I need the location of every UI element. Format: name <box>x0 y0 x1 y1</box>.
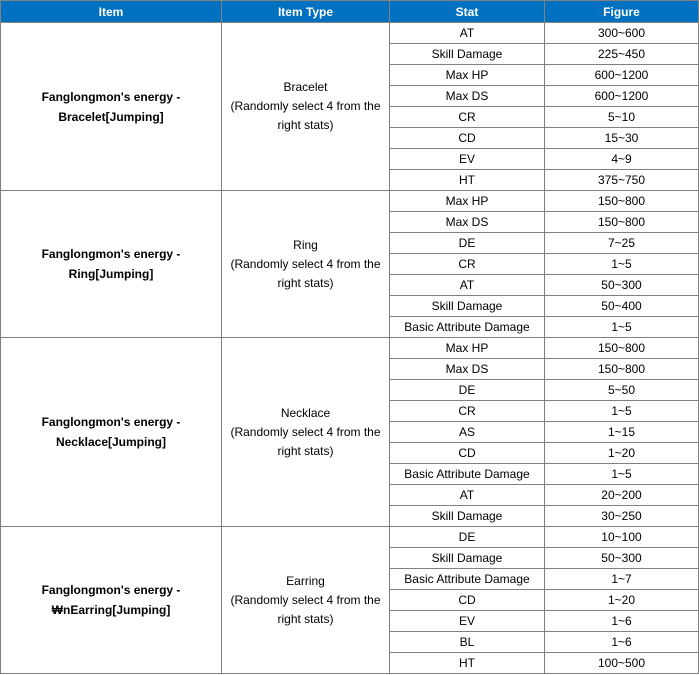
figure-cell: 150~800 <box>545 191 699 212</box>
item-type-cell <box>222 527 390 674</box>
figure-cell: 5~50 <box>545 380 699 401</box>
figure-cell: 1~20 <box>545 443 699 464</box>
figure-cell: 50~300 <box>545 275 699 296</box>
figure-cell: 7~25 <box>545 233 699 254</box>
figure-cell: 300~600 <box>545 23 699 44</box>
table-row <box>1 191 699 212</box>
figure-cell: 150~800 <box>545 212 699 233</box>
stat-cell: CD <box>390 443 545 464</box>
figure-cell: 1~5 <box>545 401 699 422</box>
stat-cell: EV <box>390 611 545 632</box>
item-type-note: (Randomly select 4 from the right stats) <box>230 424 381 458</box>
stat-cell: EV <box>390 149 545 170</box>
stat-cell: Basic Attribute Damage <box>390 569 545 590</box>
item-name-cell: Fanglongmon's energy - ₩nEarring[Jumping] <box>1 527 222 674</box>
stat-cell: AT <box>390 23 545 44</box>
item-type-cell <box>222 338 390 527</box>
stat-cell: Basic Attribute Damage <box>390 317 545 338</box>
table-row <box>1 23 699 44</box>
stat-cell: CR <box>390 107 545 128</box>
figure-cell: 50~400 <box>545 296 699 317</box>
stat-cell: HT <box>390 653 545 674</box>
stat-cell: AT <box>390 485 545 506</box>
stat-cell: Max HP <box>390 65 545 86</box>
stat-cell: DE <box>390 380 545 401</box>
figure-cell: 600~1200 <box>545 65 699 86</box>
stat-cell: Skill Damage <box>390 548 545 569</box>
stat-cell: CD <box>390 590 545 611</box>
stat-cell: CR <box>390 401 545 422</box>
figure-cell: 1~5 <box>545 254 699 275</box>
stat-cell: Skill Damage <box>390 506 545 527</box>
figure-cell: 225~450 <box>545 44 699 65</box>
item-type-note: (Randomly select 4 from the right stats) <box>230 99 381 132</box>
item-type-note: (Randomly select 4 from the right stats) <box>230 592 381 626</box>
figure-cell: 1~6 <box>545 632 699 653</box>
stat-cell: BL <box>390 632 545 653</box>
header-item-type: Item Type <box>222 1 390 23</box>
header-row <box>1 1 699 23</box>
header-figure: Figure <box>545 1 699 23</box>
item-type-name: Ring <box>293 237 318 252</box>
item-type-cell <box>222 191 390 338</box>
item-name-cell: Fanglongmon's energy - Ring[Jumping] <box>1 191 222 338</box>
figure-cell: 20~200 <box>545 485 699 506</box>
stat-cell: CD <box>390 128 545 149</box>
item-type-name: Necklace <box>280 405 331 420</box>
figure-cell: 375~750 <box>545 170 699 191</box>
figure-cell: 50~300 <box>545 548 699 569</box>
stat-cell: AS <box>390 422 545 443</box>
stat-cell: CR <box>390 254 545 275</box>
item-type-note: (Randomly select 4 from the right stats) <box>230 256 381 290</box>
item-name-cell: Fanglongmon's energy - Bracelet[Jumping] <box>1 23 222 191</box>
stat-cell: Max HP <box>390 338 545 359</box>
stat-cell: DE <box>390 233 545 254</box>
stat-cell: Max DS <box>390 212 545 233</box>
item-name-cell: Fanglongmon's energy - Necklace[Jumping] <box>1 338 222 527</box>
figure-cell: 600~1200 <box>545 86 699 107</box>
item-type-name: Earring <box>286 573 325 588</box>
header-stat: Stat <box>390 1 545 23</box>
stat-cell: HT <box>390 170 545 191</box>
item-type-cell <box>222 23 390 191</box>
figure-cell: 100~500 <box>545 653 699 674</box>
stat-cell: Basic Attribute Damage <box>390 464 545 485</box>
figure-cell: 1~7 <box>545 569 699 590</box>
figure-cell: 1~20 <box>545 590 699 611</box>
figure-cell: 10~100 <box>545 527 699 548</box>
figure-cell: 150~800 <box>545 338 699 359</box>
figure-cell: 15~30 <box>545 128 699 149</box>
item-type-name: Bracelet <box>283 80 328 94</box>
table-row <box>1 527 699 548</box>
figure-cell: 30~250 <box>545 506 699 527</box>
figure-cell: 4~9 <box>545 149 699 170</box>
stat-cell: Max HP <box>390 191 545 212</box>
figure-cell: 1~5 <box>545 464 699 485</box>
table-body <box>1 23 699 674</box>
stat-cell: Skill Damage <box>390 44 545 65</box>
figure-cell: 1~6 <box>545 611 699 632</box>
figure-cell: 150~800 <box>545 359 699 380</box>
stat-cell: Max DS <box>390 86 545 107</box>
stat-cell: Skill Damage <box>390 296 545 317</box>
figure-cell: 1~15 <box>545 422 699 443</box>
figure-cell: 5~10 <box>545 107 699 128</box>
figure-cell: 1~5 <box>545 317 699 338</box>
header-item: Item <box>1 1 222 23</box>
stat-cell: AT <box>390 275 545 296</box>
stat-cell: DE <box>390 527 545 548</box>
table-row <box>1 338 699 359</box>
stat-cell: Max DS <box>390 359 545 380</box>
